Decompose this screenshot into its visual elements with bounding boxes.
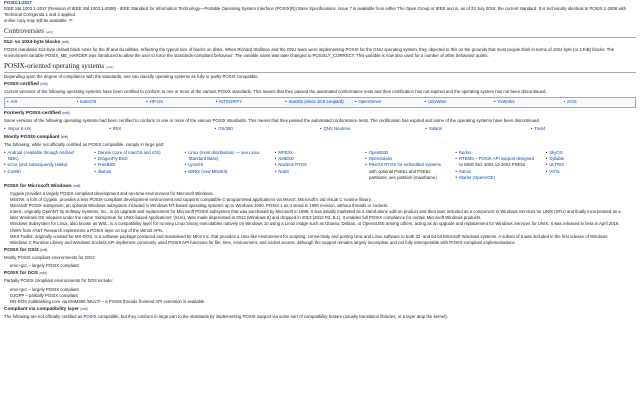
- os-column: [185, 150, 275, 180]
- heading-text: POSIX for DOS: [4, 271, 39, 277]
- os-link[interactable]: • IRIX: [109, 126, 214, 132]
- edit-link[interactable]: [edit]: [40, 247, 48, 252]
- os2-intro: Mostly POSIX compliant environments for OS/2:: [4, 255, 96, 261]
- os-link[interactable]: • Contiki: [4, 169, 94, 175]
- os-link[interactable]: • Sanos: [455, 169, 545, 175]
- os-column: [4, 126, 109, 132]
- formerly-os-list: [4, 126, 636, 132]
- heading-text: Compliant via compatibility layer: [4, 306, 79, 312]
- os-link[interactable]: • OpenSolaris: [365, 156, 455, 162]
- os-link[interactable]: • Darwin (core of macOS and iOS): [94, 150, 184, 156]
- windows-list: [4, 191, 636, 246]
- dos-list: [4, 287, 636, 305]
- os-note: partitions; see partition (mainframe): [369, 174, 437, 180]
- os-link[interactable]: • OpenServer: [355, 99, 425, 105]
- heading-text: POSIX-oriented operating systems: [4, 62, 105, 71]
- edit-link[interactable]: [edit]: [39, 271, 47, 276]
- edit-link[interactable]: [edit]: [40, 82, 48, 87]
- os-column: [564, 99, 634, 105]
- os-link[interactable]: • SkyOS: [546, 150, 636, 156]
- list-item: • MKS Toolkit, originally created for MS-DOS, is a software package produced and maintained by MKS Inc. that provides a Unix-like environment for scripting, connectivity and porting Unix and Linux software to both 32- and 64-bit Microsoft Windows systems. A subset of it was included in the first release of Windows: [10, 234, 636, 240]
- os-link[interactable]: • ULTRIX: [546, 162, 636, 168]
- section-heading-posix-oriented: [4, 62, 636, 72]
- heading-text: Mostly POSIX-compliant: [4, 134, 60, 140]
- edit-link[interactable]: [edit]: [61, 39, 69, 44]
- os-column: [531, 126, 636, 132]
- compat-intro: The following are not officially certified as POSIX compatible, but they conform in large part to the standards by implementing POSIX support via some sort of compatibility feature (usually translation libraries, or a layer atop the kernel).: [4, 314, 448, 320]
- oriented-intro: Depending upon the degree of compliance with the standards, one can classify operating systems as fully or partly POSIX compatible.: [4, 74, 259, 80]
- mostly-os-list: [4, 150, 636, 180]
- os-link[interactable]: • UnixWare: [424, 99, 494, 105]
- intro-text-2: online copy may still be available.: [4, 18, 68, 24]
- list-item: • MinGW, a fork of Cygwin, provides a less POSIX-compliant development environment and supports compatible C-programmed applications via Msvcrt, Microsoft's old Visual C runtime library.: [10, 197, 636, 203]
- os-link-cont[interactable]: Standard Base): [188, 156, 219, 162]
- citation[interactable]: [8]: [68, 18, 73, 23]
- intro-text: IEEE Std 1003.1-2017 (Revision of IEEE Std 1003.1-2008) - IEEE Standard for Information Technology—Portable Operating System Interface (POSIX(R)) Base Specifications, Issue 7 is available from either The Open Group or IEEE and is, as of 22 July 2018, the current standard. It is technically identical to POSIX.1-2008 with Technical Corrigenda 1 and 2 applied.: [4, 6, 627, 18]
- os-column: [7, 99, 77, 105]
- subheading-dos: [4, 271, 636, 277]
- list-item: • emx+gcc – largely POSIX compliant: [10, 263, 636, 269]
- controversies-paragraph: POSIX mandates 512-byte default block sizes for the df and du utilities, reflecting the typical size of blocks on disks. When Richard Stallman and the GNU team were implementing POSIX for the GNU operating system, they objected to this on the grounds that most people think in terms of 1024 byte (or 1 KiB) blocks. The environment variable POSIX_ME_HARDER was introduced to allow the user to force the standards-compliant behaviour. The variable name was later changed to POSIXLY_CORRECT. This variable is now also used for a number of other behaviour quirks.: [4, 46, 615, 59]
- os-link[interactable]: • MINIX (now MINIX3): [185, 169, 275, 175]
- heading-text: Formerly POSIX-certified: [4, 110, 61, 116]
- os-column: [94, 150, 184, 180]
- os-column: [320, 126, 425, 132]
- heading-text: POSIX for Microsoft Windows: [4, 183, 72, 189]
- os-link[interactable]: • DragonFly BSD: [94, 156, 184, 162]
- subheading-windows: [4, 184, 636, 190]
- intro-paragraph: [4, 0, 636, 24]
- heading-text: POSIX-certified: [4, 82, 39, 88]
- os-link[interactable]: • AIX: [7, 99, 77, 105]
- os-note: with optional PSE51 and PSE52: [369, 168, 431, 174]
- os2-list: [4, 263, 636, 269]
- os-link[interactable]: • Inspur K-UX: [4, 126, 109, 132]
- edit-link[interactable]: [edit]: [106, 65, 114, 70]
- os-link[interactable]: • Solaris: [425, 126, 530, 132]
- os-link[interactable]: • Starlet (OpenVOS): [455, 175, 545, 181]
- os-column: [365, 150, 455, 180]
- edit-link[interactable]: [edit]: [62, 110, 70, 115]
- os-column: [424, 99, 494, 105]
- os-column: [425, 126, 530, 132]
- dos-intro: Partially POSIX compliant environments for DOS include:: [4, 278, 113, 284]
- os-column: [77, 99, 147, 105]
- heading-text: Controversies: [4, 27, 44, 36]
- list-item: • emx+gcc – largely POSIX compliant: [10, 287, 636, 293]
- formerly-intro: Some versions of the following operating systems had been certified to conform to one or more of the various POSIX standards. This means that they passed the automated conformance tests. The certification has expired and some of the operating systems have been discontinued.: [4, 117, 540, 123]
- os-link[interactable]: • Redox: [455, 150, 545, 156]
- certified-os-list: [4, 97, 636, 107]
- os-column: [455, 150, 545, 180]
- list-item: • Interix, originally OpenNT by Softway Systems, Inc., is an upgrade and replacement for Microsoft POSIX subsystem that was purchased by Microsoft in 1999. It was initially marketed as a stand-alone add-on product and then later included as a component in Windows Services for UNIX (SFU) and finally incorporated as a: [10, 209, 636, 215]
- edit-link[interactable]: [edit]: [60, 134, 69, 139]
- os-note: to IEEE Std. 1003.13-2003 PSE52: [459, 162, 526, 168]
- os-link[interactable]: • QNX Neutrino: [320, 126, 425, 132]
- list-item: later Windows OS releases under the name 'Subsystem for UNIX-based Applications' (SUA). Was made deprecated in 2012 (Windows 8) and dropped in 2013 (2012 R2, 8.1). It enables full POSIX compliance for certain Microsoft Windows products.: [10, 215, 482, 221]
- os-column: [109, 126, 214, 132]
- list-item: • Windows C Runtime Library and Windows Sockets API implement commonly used POSIX API functions for file, time, environment, and socket access, although the support remains largely incomplete and not fully interoperable with POSIX-compliant implementations.: [10, 240, 636, 246]
- list-item: • Microsoft POSIX subsystem, an optional Windows subsystem included in Windows NT-based operating systems up to Windows 2000. POSIX.1 as it stood in 1990 revision, without threads or sockets.: [10, 203, 636, 209]
- list-item: • Cygwin provides a largely POSIX-compliant development and run-time environment for Microsoft Windows.: [10, 191, 636, 197]
- os-column: [275, 150, 365, 180]
- subheading-compat-layer: [4, 307, 636, 313]
- subheading-formerly-certified: [4, 111, 636, 117]
- os-column: [546, 150, 636, 180]
- os-column: [494, 99, 564, 105]
- os-link[interactable]: • Syllable: [546, 156, 636, 162]
- list-item: • Windows Subsystem for Linux, also known as WSL, is a compatibility layer for running Linux binary executables natively on Windows 10 using a Linux image such as Ubuntu, Debian, or OpenSUSE among others, acting as an upgrade and replacement for Windows Services for UNIX. It was released in beta in April 2016.: [10, 221, 636, 227]
- os-column: [146, 99, 216, 105]
- os-column: [215, 126, 320, 132]
- os-link[interactable]: • OpenBSD: [365, 150, 455, 156]
- os-link[interactable]: • NuttX: [275, 169, 365, 175]
- subheading-certified: [4, 82, 636, 88]
- os-link[interactable]: • NetBSD: [275, 156, 365, 162]
- os-link[interactable]: • MPE/iX: [275, 150, 365, 156]
- os-link[interactable]: • Nucleus RTOS: [275, 162, 365, 168]
- os-link[interactable]: • OS/390: [215, 126, 320, 132]
- edit-link[interactable]: [edit]: [45, 30, 54, 35]
- os-link[interactable]: • illumos: [94, 169, 184, 175]
- os-link[interactable]: • eCos (and subsequently Haiku): [4, 162, 94, 168]
- edit-link[interactable]: [edit]: [73, 183, 81, 188]
- os-column: [285, 99, 355, 105]
- os-link[interactable]: • LynxOS: [185, 162, 275, 168]
- subheading-mostly-compliant: [4, 135, 636, 141]
- posix-2017-link[interactable]: POSIX.1-2017: [4, 0, 32, 5]
- subheading-block-sizes: [4, 40, 636, 46]
- os-link[interactable]: • Linux (most distributions — see Linux: [185, 150, 275, 156]
- mostly-intro: The following, while not officially certified as POSIX compatible, comply in large part:: [4, 142, 165, 148]
- subheading-os2: [4, 248, 636, 254]
- os-link[interactable]: • PikeOS RTOS for embedded systems: [365, 162, 455, 168]
- certified-intro: Current versions of the following operating systems have been certified to conform to one or more of the various POSIX standards. This means that they passed the automated conformance tests and their certification has not expired and the operating system has not been discontinued.: [4, 89, 547, 95]
- os-link[interactable]: • VxWorks: [494, 99, 564, 105]
- heading-text: 512- vs 1024-byte blocks: [4, 39, 61, 45]
- os-link[interactable]: • HP-UX: [146, 99, 216, 105]
- list-item: • UWIN from AT&T Research implements a POSIX layer on top of the Win32 APIs.: [10, 228, 636, 234]
- os-column: [4, 150, 94, 180]
- section-heading-controversies: [4, 27, 636, 37]
- os-link[interactable]: • macOS (since 10.5 Leopard): [285, 99, 355, 105]
- list-item: • DJGPP – partially POSIX compliant: [10, 293, 636, 299]
- heading-text: POSIX for OS/2: [4, 247, 39, 253]
- os-link[interactable]: • Tru64: [531, 126, 636, 132]
- edit-link[interactable]: [edit]: [80, 306, 88, 311]
- os-link[interactable]: • z/OS: [564, 99, 634, 105]
- os-link[interactable]: • VSTa: [546, 169, 636, 175]
- os-column: [355, 99, 425, 105]
- os-link[interactable]: • EulerOS: [77, 99, 147, 105]
- list-item: • DR-DOS multitasking core via EMM386 /MULTI – a POSIX threads frontend API extension is available: [10, 299, 636, 305]
- os-column: [216, 99, 286, 105]
- os-link[interactable]: • INTEGRITY: [216, 99, 286, 105]
- os-link[interactable]: • FreeBSD: [94, 162, 184, 168]
- os-link-cont[interactable]: NDK): [8, 156, 19, 162]
- os-link[interactable]: • RTEMS – POSIX API support designed: [455, 156, 545, 162]
- os-link[interactable]: • Android (Available through Android: [4, 150, 94, 156]
